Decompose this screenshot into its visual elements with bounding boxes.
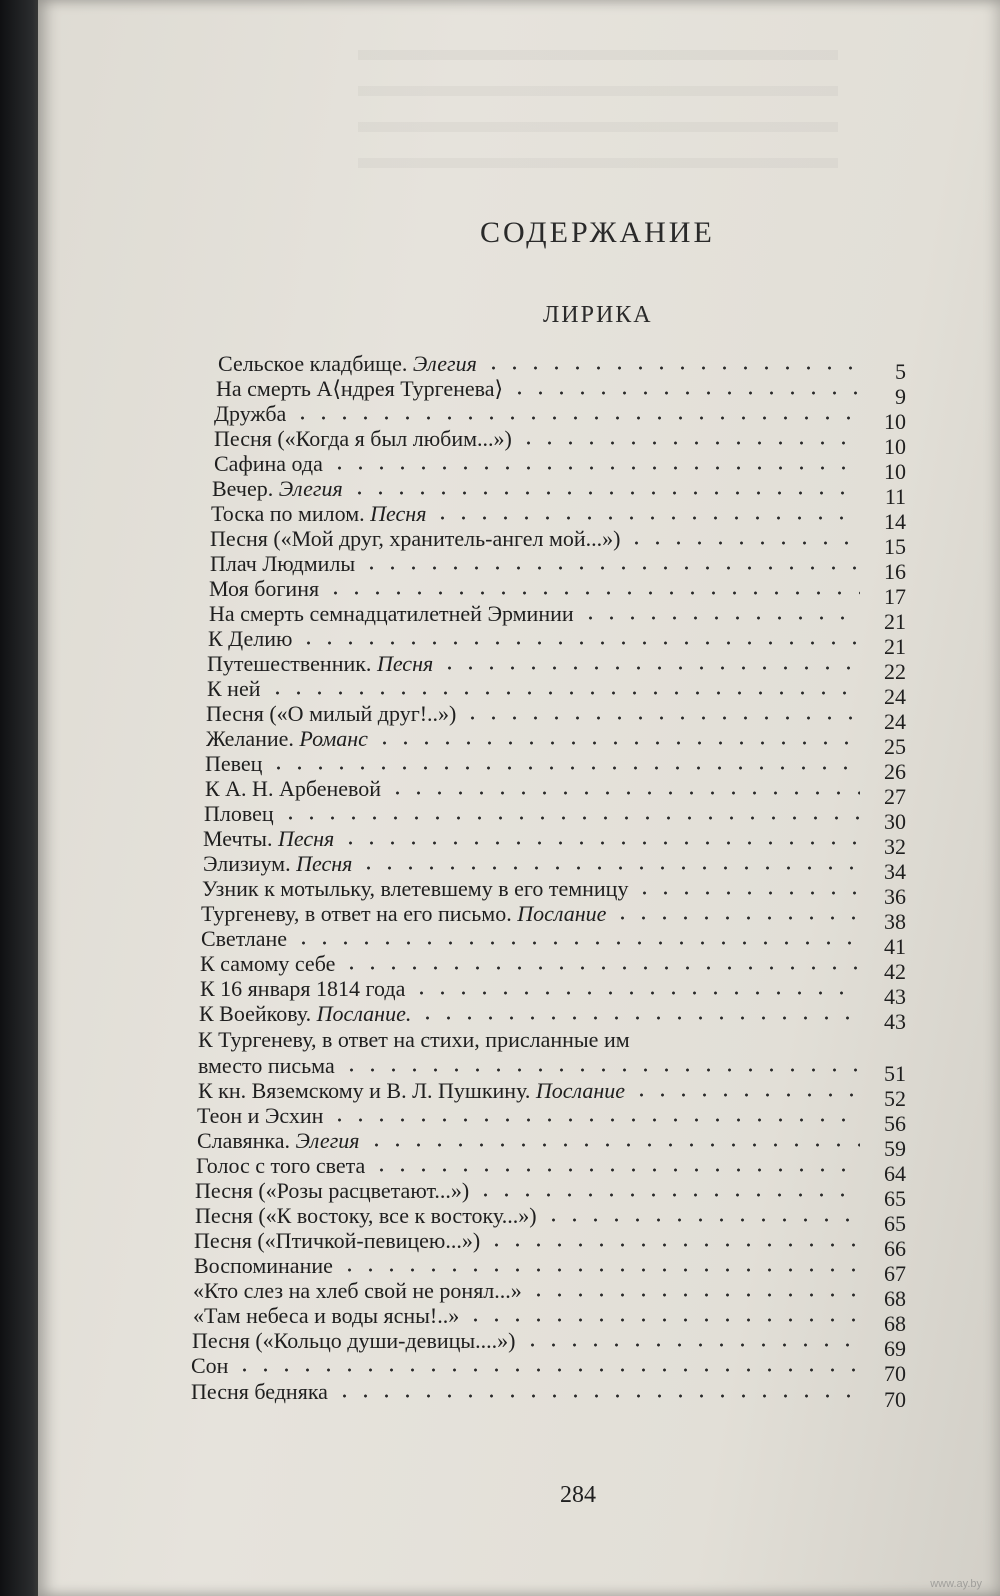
toc-entry-title	[203, 851, 358, 877]
toc-entry	[207, 676, 906, 709]
toc-entry-page-number: 16	[884, 559, 906, 584]
toc-entry-title-text: Песня («О милый друг!..»)	[206, 701, 457, 726]
toc-entry-title	[195, 1203, 543, 1229]
toc-entry-title	[210, 551, 361, 577]
toc-entry-title	[192, 1328, 522, 1354]
toc-entry-title-text: К 16 января 1814 года	[200, 976, 406, 1001]
toc-entry-title-text: Песня («К востоку, все к востоку...»)	[195, 1203, 537, 1228]
toc-entry-genre: Элегия	[412, 351, 477, 376]
toc-entry-title-text: Моя богиня	[209, 576, 320, 601]
book-page	[38, 0, 1000, 1596]
toc-entry	[192, 1328, 906, 1361]
toc-entry-title-text: Тургеневу, в ответ на его письмо.	[201, 901, 512, 926]
toc-entry-page-number: 10	[884, 434, 906, 459]
toc-entry	[211, 501, 906, 534]
dot-leader	[268, 765, 860, 771]
toc-entry-title-text: К ней	[207, 676, 261, 701]
toc-entry	[203, 851, 906, 884]
toc-entry-page-number: 59	[884, 1136, 906, 1161]
toc-entry-page-number: 70	[884, 1387, 906, 1412]
dot-leader	[626, 540, 860, 546]
toc-entry	[198, 1027, 906, 1086]
toc-entry-genre: Романс	[299, 726, 368, 751]
toc-entry-genre: Элегия	[295, 1128, 360, 1153]
toc-entry	[196, 1153, 906, 1186]
toc-entry-page-number: 21	[884, 609, 906, 634]
toc-entry-title-text: Элизиум.	[203, 851, 291, 876]
toc-entry-title	[197, 1128, 366, 1154]
toc-entry-genre: Песня	[277, 826, 335, 851]
dot-leader	[349, 490, 860, 496]
toc-entry-title	[206, 726, 374, 752]
toc-entry-title	[212, 476, 349, 502]
section-heading: ЛИРИКА	[543, 302, 653, 328]
dot-leader	[462, 715, 860, 721]
toc-entry	[214, 451, 906, 484]
dot-leader	[522, 1342, 861, 1348]
toc-entry-title	[201, 926, 293, 952]
toc-entry-page-number: 67	[884, 1261, 906, 1286]
toc-entry-title	[191, 1353, 234, 1379]
toc-entry-title	[193, 1303, 465, 1329]
toc-entry	[207, 651, 906, 684]
toc-entry-title	[194, 1228, 486, 1254]
toc-entry-page-number: 32	[884, 834, 906, 859]
toc-entry-title	[210, 526, 626, 552]
dot-leader	[634, 890, 860, 896]
toc-entry-page-number: 10	[884, 459, 906, 484]
dot-leader	[518, 440, 860, 446]
dot-leader	[411, 990, 860, 996]
dot-leader	[374, 740, 860, 746]
toc-entry	[200, 951, 906, 984]
toc-entry-title-text: К кн. Вяземскому и В. Л. Пушкину.	[198, 1078, 531, 1103]
toc-entry-title	[197, 1103, 329, 1129]
toc-entry-title	[194, 1253, 339, 1279]
toc-entry-title	[218, 351, 483, 377]
dot-leader	[612, 915, 860, 921]
toc-entry	[208, 626, 906, 659]
toc-entry-page-number: 69	[884, 1336, 906, 1361]
dot-leader	[528, 1292, 860, 1298]
dot-leader	[387, 790, 860, 796]
toc-entry-page-number: 43	[884, 1009, 906, 1034]
toc-entry-title	[199, 1001, 417, 1027]
toc-entry-title	[203, 826, 340, 852]
toc-entry-title	[202, 876, 634, 902]
toc-entry-genre: Послание	[535, 1078, 626, 1103]
toc-entry	[201, 926, 906, 959]
toc-entry-title-text: Славянка.	[197, 1128, 291, 1153]
toc-entry-title	[204, 801, 280, 827]
toc-entry	[198, 1078, 906, 1111]
toc-entry-page-number: 68	[884, 1311, 906, 1336]
toc-entry-title-text: К Делию	[208, 626, 293, 651]
toc-entry-page-number: 17	[884, 584, 906, 609]
toc-entry-page-number: 11	[884, 484, 906, 509]
toc-entry-title-text: Песня («Мой друг, хранитель-ангел мой...»)	[210, 526, 621, 551]
toc-entry-page-number: 43	[884, 984, 906, 1009]
toc-entry-page-number: 56	[884, 1111, 906, 1136]
table-of-contents	[38, 0, 1000, 1596]
dot-leader	[631, 1092, 860, 1098]
toc-entry-title	[216, 376, 509, 402]
toc-entry-title	[196, 1153, 371, 1179]
dot-leader	[483, 365, 860, 371]
toc-entry-page-number: 51	[884, 1061, 906, 1086]
toc-entry-page-number: 25	[884, 734, 906, 759]
dot-leader	[417, 1015, 860, 1021]
toc-entry-page-number: 24	[884, 684, 906, 709]
toc-entry	[209, 576, 906, 609]
toc-entry-title	[198, 1078, 631, 1104]
toc-entry-title-text: «Там небеса и воды ясны!..»	[193, 1303, 460, 1328]
watermark-text: www.ay.by	[930, 1578, 982, 1590]
toc-entry-title-text: Сафина ода	[214, 451, 323, 476]
dot-leader	[580, 615, 860, 621]
toc-entry-page-number: 64	[884, 1161, 906, 1186]
toc-entry-title-text: Сельское кладбище.	[218, 351, 408, 376]
toc-entry-title-text: Воспоминание	[194, 1253, 333, 1278]
toc-entry-title	[207, 651, 439, 677]
toc-entry-page-number: 14	[884, 509, 906, 534]
toc-entry-title-text: Пловец	[204, 801, 274, 826]
toc-entry	[195, 1203, 906, 1236]
toc-entry-page-number: 65	[884, 1211, 906, 1236]
toc-entry-page-number: 66	[884, 1236, 906, 1261]
toc-entry-title	[198, 1053, 341, 1079]
toc-entry	[214, 426, 906, 459]
toc-entry-page-number: 27	[884, 784, 906, 809]
dot-leader	[267, 690, 861, 696]
dot-leader	[325, 590, 860, 596]
dot-leader	[293, 940, 860, 946]
toc-entry-title	[200, 976, 411, 1002]
dot-leader	[340, 840, 860, 846]
toc-entry-genre: Песня	[296, 851, 353, 876]
toc-entry	[193, 1303, 906, 1336]
toc-entry-title-text: Мечты.	[203, 826, 273, 851]
toc-entry-title	[206, 701, 462, 727]
dot-leader	[475, 1192, 860, 1198]
toc-entry-title	[209, 576, 325, 602]
toc-entry-title-text: К самому себе	[200, 951, 336, 976]
toc-entry-title-text: К Воейкову.	[199, 1001, 312, 1026]
toc-entry-title	[208, 626, 298, 652]
toc-entry-title	[209, 601, 580, 627]
toc-entry-page-number: 52	[884, 1086, 906, 1111]
toc-entry-title	[200, 951, 341, 977]
toc-entry	[214, 401, 906, 434]
toc-entry	[212, 476, 906, 509]
toc-entry-title-text: Вечер.	[212, 476, 274, 501]
toc-entry-title	[201, 901, 612, 927]
toc-entry-page-number: 42	[884, 959, 906, 984]
toc-entry-title-text: Путешественник.	[207, 651, 372, 676]
toc-entry-page-number: 70	[884, 1361, 906, 1386]
dot-leader	[432, 515, 860, 521]
toc-entry-title-text: «Кто слез на хлеб свой не ронял...»	[193, 1278, 522, 1303]
toc-entry	[203, 826, 906, 859]
toc-entry	[200, 976, 906, 1009]
dot-leader	[329, 465, 860, 471]
toc-entry-page-number: 21	[884, 634, 906, 659]
toc-entry-title-text: На смерть А⟨ндрея Тургенева⟩	[216, 376, 504, 401]
dot-leader	[341, 1067, 860, 1073]
dot-leader	[292, 415, 860, 421]
toc-entry-page-number: 68	[884, 1286, 906, 1311]
toc-entry-title-text: Светлане	[201, 926, 288, 951]
dot-leader	[334, 1393, 860, 1399]
toc-entry-title	[214, 451, 329, 477]
toc-entry-page-number: 22	[884, 659, 906, 684]
toc-entry-page-number: 15	[884, 534, 906, 559]
toc-entry-page-number: 30	[884, 809, 906, 834]
toc-entry	[197, 1103, 906, 1136]
dot-leader	[298, 640, 860, 646]
dot-leader	[280, 815, 860, 821]
toc-entry	[210, 526, 906, 559]
dot-leader	[371, 1167, 860, 1173]
toc-entry-title	[211, 501, 432, 527]
toc-entry-page-number: 5	[895, 359, 906, 384]
toc-entry-title-text: Песня («Розы расцветают...»)	[195, 1178, 470, 1203]
toc-entry-title	[214, 401, 292, 427]
dot-leader	[509, 390, 860, 396]
toc-entry-title-text: Песня («Когда я был любим...»)	[214, 426, 512, 451]
dot-leader	[329, 1117, 860, 1123]
toc-entry-page-number: 41	[884, 934, 906, 959]
toc-entry-page-number: 9	[895, 384, 906, 409]
toc-entry-title-text: Певец	[205, 751, 263, 776]
toc-entry	[206, 726, 906, 759]
toc-entry-title-text: На смерть семнадцатилетней Эрминии	[209, 601, 574, 626]
dot-leader	[361, 565, 860, 571]
toc-entry	[197, 1128, 906, 1161]
toc-entry-title-line1: К Тургеневу, в ответ на стихи, присланные им	[198, 1027, 630, 1052]
footer-page-number: 284	[560, 1482, 596, 1508]
toc-entry	[210, 551, 906, 584]
toc-entry-title-text: Теон и Эсхин	[197, 1103, 324, 1128]
toc-entry-title	[191, 1379, 334, 1405]
toc-entry	[206, 701, 906, 734]
dot-leader	[465, 1317, 860, 1323]
toc-entry	[193, 1278, 906, 1311]
toc-entry-title	[195, 1178, 475, 1204]
dot-leader	[543, 1217, 860, 1223]
toc-entry-page-number: 24	[884, 709, 906, 734]
toc-entry-genre: Послание	[517, 901, 607, 926]
toc-entry	[204, 801, 906, 834]
dot-leader	[486, 1242, 860, 1248]
toc-entry-page-number: 36	[884, 884, 906, 909]
toc-entry-title-text: Песня («Птичкой-певицею...»)	[194, 1228, 481, 1253]
toc-entry	[205, 776, 906, 809]
toc-entry	[218, 351, 906, 384]
toc-entry-title-text: Узник к мотыльку, влетевшему в его темницу	[202, 876, 629, 901]
toc-entry	[195, 1178, 906, 1211]
toc-entry-page-number: 65	[884, 1186, 906, 1211]
toc-entry-genre: Элегия	[278, 476, 343, 501]
toc-entry	[191, 1353, 906, 1386]
toc-entry-page-number: 34	[884, 859, 906, 884]
toc-entry-title	[214, 426, 518, 452]
toc-entry-title-text: Голос с того света	[196, 1153, 366, 1178]
toc-entry-page-number: 10	[884, 409, 906, 434]
dot-leader	[358, 865, 860, 871]
dot-leader	[339, 1267, 860, 1273]
dot-leader	[234, 1367, 860, 1373]
toc-entry-genre: Песня	[370, 501, 427, 526]
toc-entry-title-text: Тоска по милом.	[211, 501, 365, 526]
toc-entry-title-text: К А. Н. Арбеневой	[205, 776, 382, 801]
toc-entry	[216, 376, 906, 409]
toc-entry-title	[207, 676, 267, 702]
page-heading: СОДЕРЖАНИЕ	[480, 216, 715, 249]
toc-entry-title-text: Желание.	[206, 726, 294, 751]
toc-entry-title-text: Дружба	[214, 401, 287, 426]
toc-entry-title-text: Плач Людмилы	[210, 551, 356, 576]
toc-entry-title-text: вместо письма	[198, 1053, 335, 1078]
toc-entry-genre: Песня	[376, 651, 434, 676]
toc-entry-title-text: Сон	[191, 1353, 229, 1378]
toc-entry-title-text: Песня бедняка	[191, 1379, 328, 1404]
toc-entry	[191, 1379, 906, 1412]
toc-entry-title	[205, 776, 387, 802]
toc-entry	[201, 901, 906, 934]
toc-entry	[194, 1253, 906, 1286]
toc-entry-page-number: 38	[884, 909, 906, 934]
toc-entry-genre: Послание.	[316, 1001, 412, 1026]
dot-leader	[341, 965, 860, 971]
dot-leader	[439, 665, 860, 671]
toc-entry	[194, 1228, 906, 1261]
toc-entry-page-number: 26	[884, 759, 906, 784]
toc-entry	[205, 751, 906, 784]
toc-entry-title	[193, 1278, 528, 1304]
dot-leader	[366, 1142, 860, 1148]
toc-entry-title-text: Песня («Кольцо души-девицы....»)	[192, 1328, 516, 1353]
toc-entry	[199, 1001, 906, 1034]
toc-entry	[202, 876, 906, 909]
toc-entry-title	[205, 751, 268, 777]
toc-entry	[209, 601, 906, 634]
